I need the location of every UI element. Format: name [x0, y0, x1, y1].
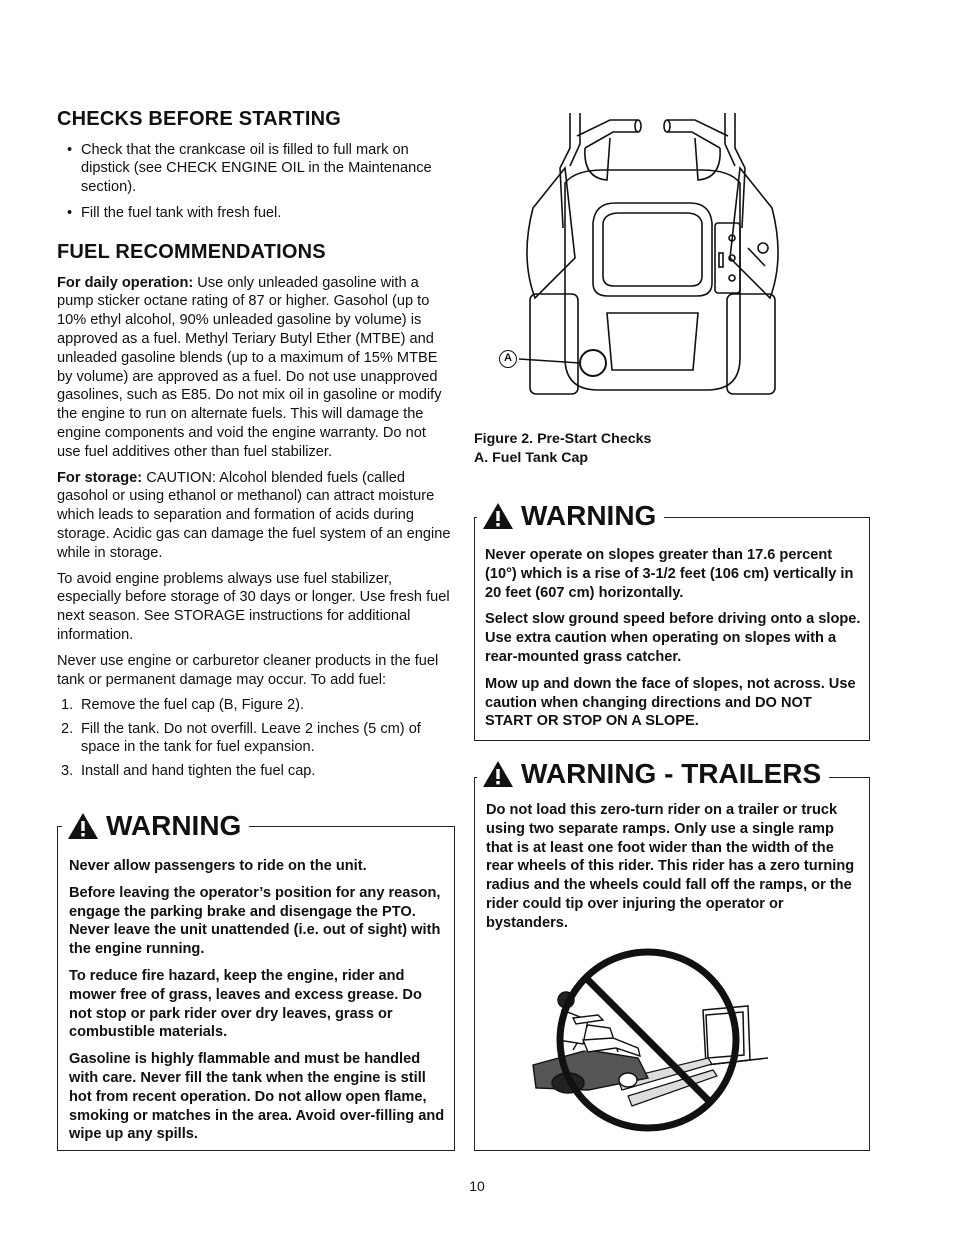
- warning-title-passengers: [62, 810, 249, 842]
- storage-text: CAUTION: Alcohol blended fuels (called gasohol or using ethanol or methanol) can attract moisture which leads to separation and formation of acids during storage. Acidic gas can damage the fuel system of an engine while in storage.: [57, 469, 451, 561]
- warning-paragraph: Never allow passengers to ride on the unit.: [69, 858, 367, 874]
- checks-list: [57, 141, 452, 223]
- daily-operation-label: For daily operation:: [57, 274, 194, 291]
- list-item: • Check that the crankcase oil is filled to full mark on dipstick (see CHECK ENGINE OIL in the Maintenance section).: [57, 141, 452, 196]
- warning-title-text: WARNING: [106, 810, 242, 841]
- warning-paragraph: Do not load this zero-turn rider on a trailer or truck using two separate ramps. Only use a single ramp that is at least one foot wider than the width of the rear wheels of this rider. This rider has a zero turning radius and the wheels could fall off the ramps, or the rider could tip over injuring the operator or bystanders.: [486, 802, 855, 931]
- fuel-heading: FUEL RECOMMENDATIONS: [57, 240, 326, 263]
- warning-paragraph: Select slow ground speed before driving onto a slope. Use extra caution when operating on slopes with a rear-mounted grass catcher.: [485, 611, 861, 665]
- list-item: 1. Remove the fuel cap (B, Figure 2).: [61, 697, 305, 714]
- warning-title-text: WARNING - TRAILERS: [521, 758, 822, 789]
- warning-title-slopes: [477, 500, 664, 532]
- warning-paragraph: Before leaving the operator’s position for any reason, engage the parking brake and disengage the PTO. Never leave the unit unattended (i.e. out of sight) with the engine running.: [69, 884, 441, 958]
- warning-triangle-icon: [66, 811, 100, 841]
- warning-paragraph: Gasoline is highly flammable and must be handled with care. Never fill the tank when the engine is still hot from recent operation. Do not allow open flame, smoking or matches in the area. Avoid over-filling and wipe up any spills.: [69, 1051, 445, 1143]
- warning-title-text: WARNING: [521, 500, 657, 531]
- warning-paragraph: Mow up and down the face of slopes, not across. Use caution when changing directions and DO NOT START OR STOP ON A SLOPE.: [485, 675, 856, 730]
- warning-body-passengers: [69, 857, 447, 1152]
- warning-body-trailers: [486, 801, 862, 941]
- storage-paragraph: [57, 469, 452, 563]
- caption-item-a: A. Fuel Tank Cap: [474, 449, 589, 466]
- mower-top-view-illustration: [515, 108, 790, 408]
- warning-paragraph: To reduce fire hazard, keep the engine, rider and mower free of grass, leaves and excess grease. Do not stop or park rider over dry leaves, grass or combustible materials.: [69, 967, 422, 1041]
- warning-triangle-icon: [481, 759, 515, 789]
- list-item: 2. Fill the tank. Do not overfill. Leave 2 inches (5 cm) of space in the tank for fuel expansion.: [61, 720, 421, 756]
- stabilizer-paragraph: To avoid engine problems always use fuel stabilizer, especially before storage of 30 days or longer. Use fresh fuel next season. See STORAGE instructions for additional information.: [57, 570, 450, 643]
- callout-a: A: [499, 350, 517, 368]
- warning-paragraph: Never operate on slopes greater than 17.6 percent (10°) which is a rise of 3-1/2 feet (106 cm) vertically in 20 feet (607 cm) horizontally.: [485, 547, 854, 601]
- storage-label: For storage:: [57, 469, 143, 486]
- daily-operation-paragraph: [57, 274, 452, 462]
- fuel-steps: [57, 696, 452, 780]
- left-column: [57, 108, 452, 785]
- warning-body-slopes: [485, 546, 863, 739]
- page-number: 10: [469, 1178, 485, 1194]
- warning-triangle-icon: [481, 501, 515, 531]
- caption-title: Figure 2. Pre-Start Checks: [474, 431, 652, 447]
- daily-operation-text: Use only unleaded gasoline with a pump sticker octane rating of 87 or higher. Gasohol (up to 10% ethyl alcohol, 90% unleaded gasoline by volume) is approved as a fuel. Methyl Teriary Butyl Ether (MTBE) and unleaded gasoline blends (up to a maximum of 15% MTBE by volume) are approved as a fuel. Do not use unapproved gasolines, such as E85. Do not mix oil in gasoline or modify the engine to run on alternate fuels. This will damage the engine components and void the engine warranty. Do not use fuel additives other than fuel stabilizer.: [57, 274, 442, 460]
- list-item: 3. Install and hand tighten the fuel cap.: [61, 762, 316, 779]
- warning-title-trailers: [477, 758, 829, 790]
- figure-caption: [474, 430, 651, 467]
- no-ramp-loading-illustration: [528, 940, 768, 1140]
- cleaner-paragraph: Never use engine or carburetor cleaner products in the fuel tank or permanent damage may occur. To add fuel:: [57, 652, 439, 688]
- list-item: • Fill the fuel tank with fresh fuel.: [57, 204, 452, 222]
- checks-heading: CHECKS BEFORE STARTING: [57, 108, 342, 130]
